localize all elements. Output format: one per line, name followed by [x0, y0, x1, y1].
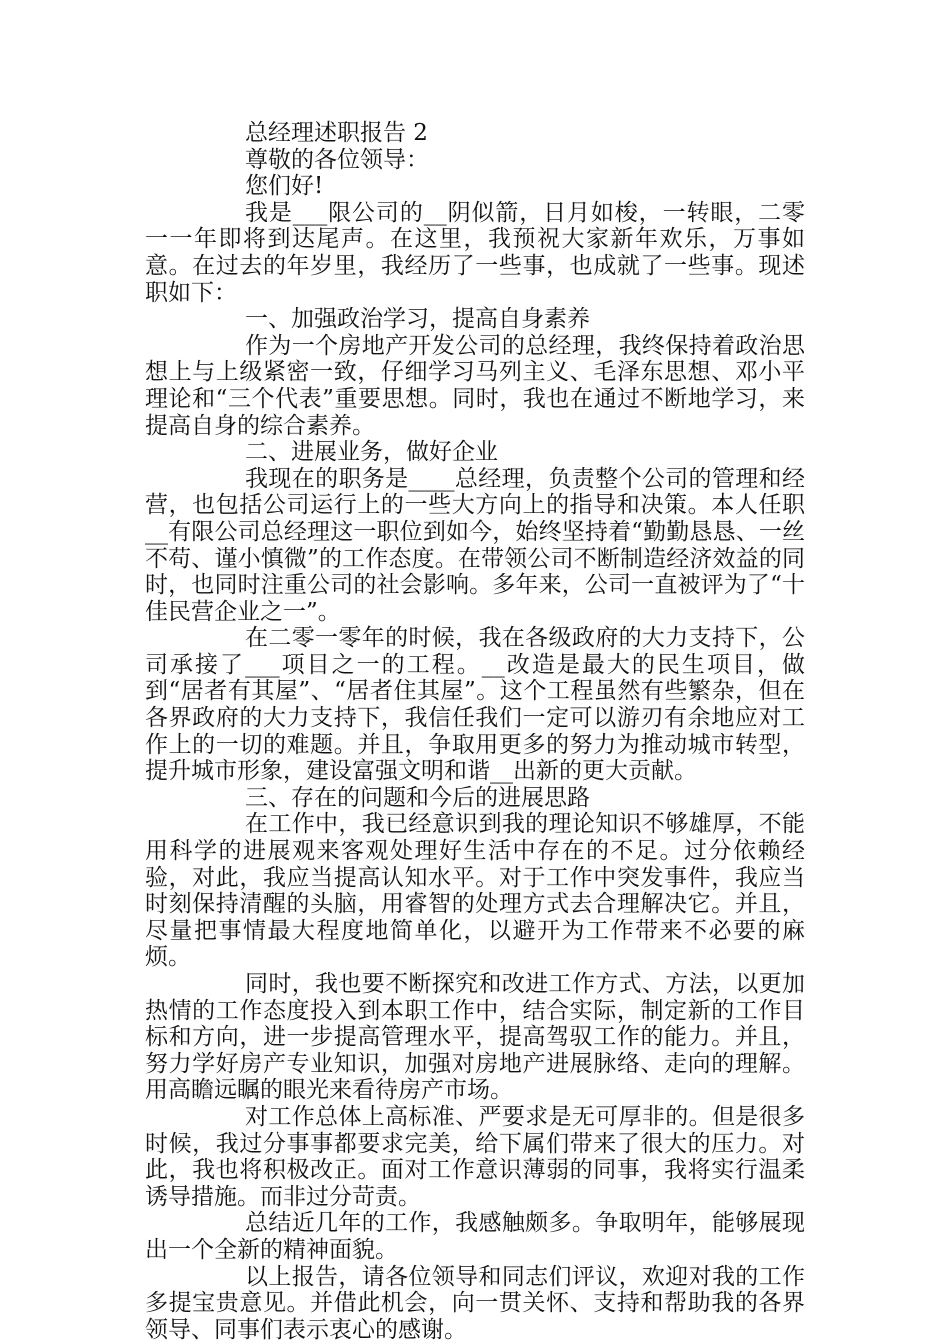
- paragraph-intro: 我是___限公司的__阴似箭，日月如梭，一转眼，二零一一年即将到达尾声。在这里，我预祝大家新年欢乐，万事如意。在过去的年岁里，我经历了一些事，也成就了一些事。现述职如下：: [145, 199, 805, 306]
- paragraph-standards: 对工作总体上高标准、严要求是无可厚非的。但是很多时候，我过分事事都要求完美，给下属们带来了很大的压力。对此，我也将积极改正。面对工作意识薄弱的同事，我将实行温柔诱导措施。而非过分苛责。: [145, 1103, 805, 1210]
- document-title: 总经理述职报告 2: [245, 120, 428, 146]
- salutation: 尊敬的各位领导：: [245, 146, 429, 173]
- paragraph-duties: 我现在的职务是____总经理，负责整个公司的管理和经营，也包括公司运行上的一些大方向上的指导和决策。本人任职__有限公司总经理这一职位到如今，始终坚持着“勤勤恳恳、一丝不苟、谨小慎微”的工作态度。在带领公司不断制造经济效益的同时，也同时注重公司的社会影响。多年来，公司一直被评为了“十佳民营企业之一”。: [145, 465, 805, 625]
- paragraph-closing: 以上报告，请各位领导和同志们评议，欢迎对我的工作多提宝贵意见。并借此机会，向一贯关怀、支持和帮助我的各界领导、同事们表示衷心的感谢。: [145, 1263, 805, 1343]
- paragraph-politics: 作为一个房地产开发公司的总经理，我终保持着政治思想上与上级紧密一致，仔细学习马列主义、毛泽东思想、邓小平理论和“三个代表”重要思想。同时，我也在通过不断地学习，来提高自身的综合素养。: [145, 332, 805, 439]
- section-heading-1: 一、加强政治学习，提高自身素养: [245, 306, 590, 333]
- paragraph-improvement: 同时，我也要不断探究和改进工作方式、方法，以更加热情的工作态度投入到本职工作中，结合实际，制定新的工作目标和方向，进一步提高管理水平，提高驾驭工作的能力。并且，努力学好房产专业知识，加强对房地产进展脉络、走向的理解。用高瞻远瞩的眼光来看待房产市场。: [145, 971, 805, 1104]
- paragraph-problems: 在工作中，我已经意识到我的理论知识不够雄厚，不能用科学的进展观来客观处理好生活中存在的不足。过分依赖经验，对此，我应当提高认知水平。对于工作中突发事件，我应当时刻保持清醒的头脑，用睿智的处理方式去合理解决它。并且，尽量把事情最大程度地简单化，以避开为工作带来不必要的麻烦。: [145, 811, 805, 971]
- paragraph-project: 在二零一零年的时候，我在各级政府的大力支持下，公司承接了___项目之一的工程。__改造是最大的民生项目，做到“居者有其屋”、“居者住其屋”。这个工程虽然有些繁杂，但在各界政府的大力支持下，我信任我们一定可以游刃有余地应对工作上的一切的难题。并且，争取用更多的努力为推动城市转型，提升城市形象，建设富强文明和谐__出新的更大贡献。: [145, 625, 805, 785]
- paragraph-summary: 总结近几年的工作，我感触颇多。争取明年，能够展现出一个全新的精神面貌。: [145, 1210, 805, 1263]
- document-body: [145, 120, 805, 1343]
- section-heading-3: 三、存在的问题和今后的进展思路: [245, 784, 590, 811]
- section-heading-2: 二、进展业务，做好企业: [245, 439, 498, 466]
- greeting: 您们好!: [245, 173, 324, 200]
